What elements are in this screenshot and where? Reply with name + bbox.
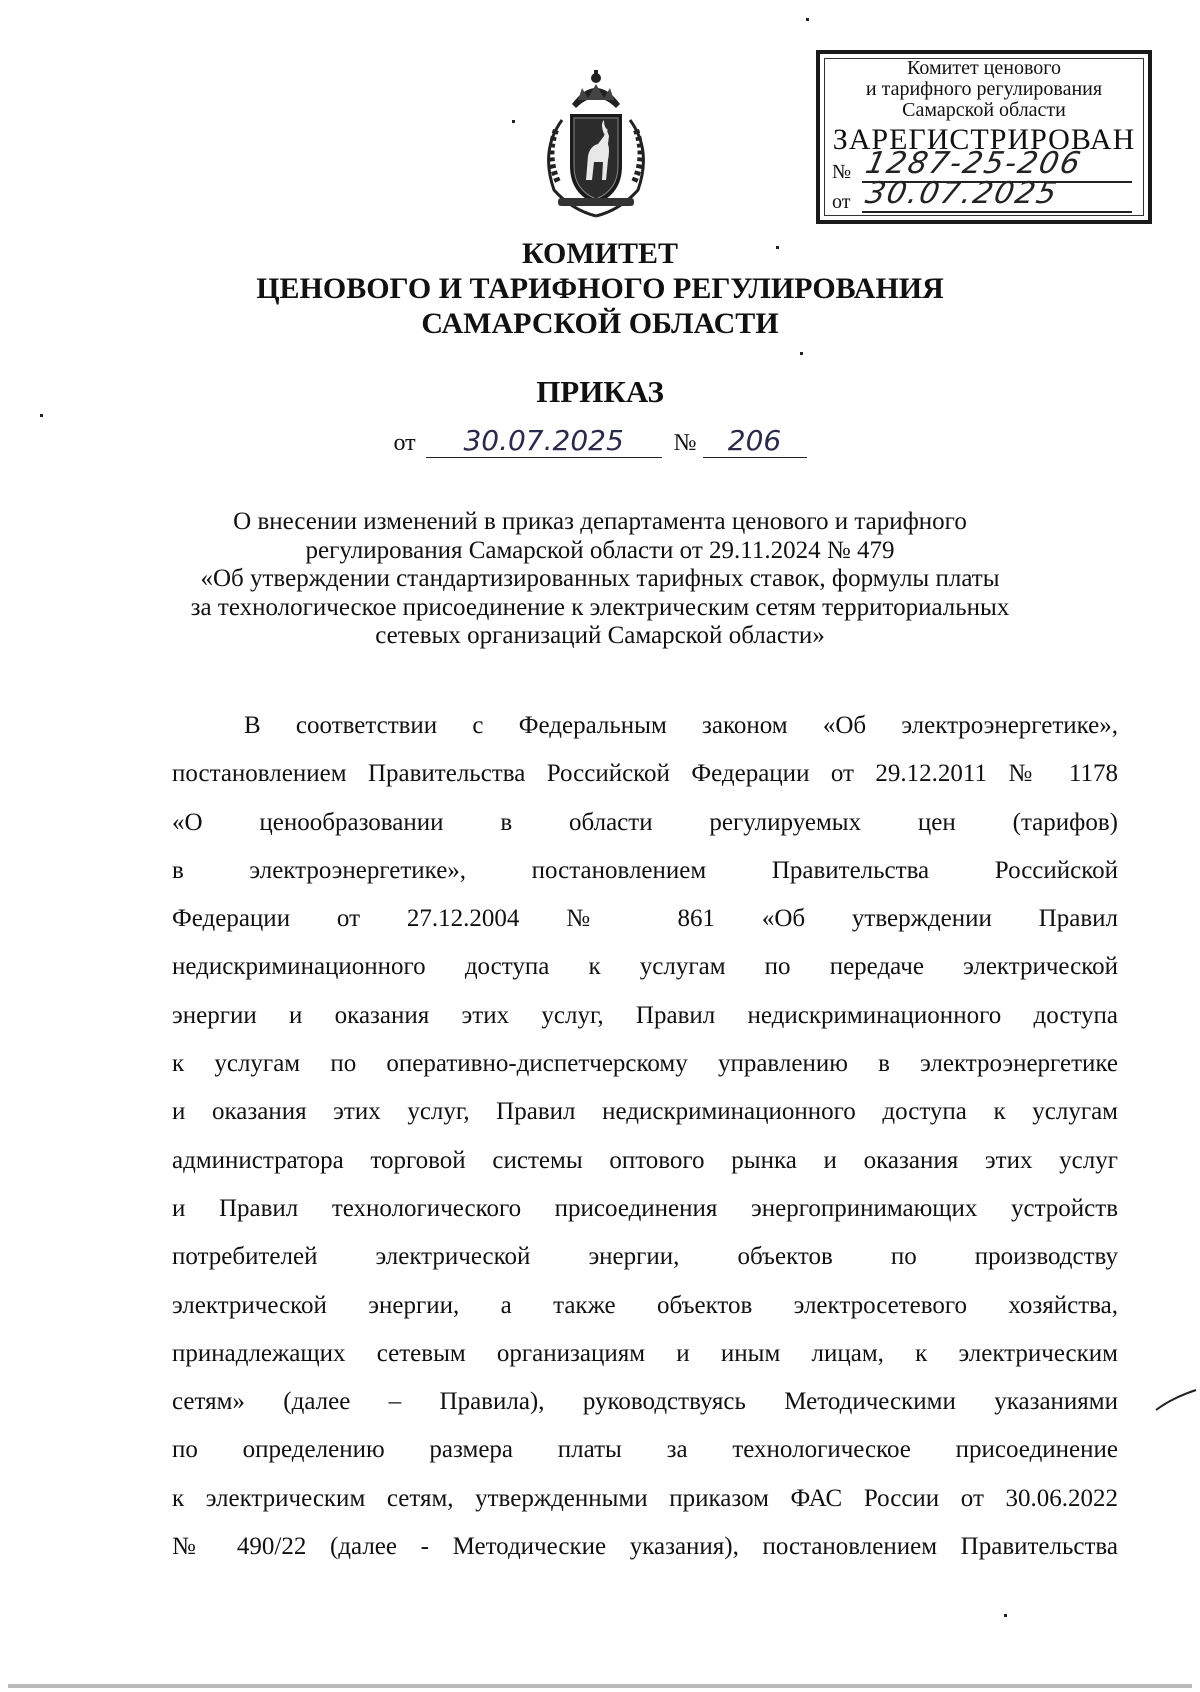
subject-line: О внесении изменений в приказ департамента ценового и тарифного [233, 508, 967, 535]
order-date-label: от [393, 430, 416, 456]
scan-speck [512, 120, 515, 123]
stamp-date-row [832, 176, 1136, 217]
stamp-line-1: Комитет ценового [907, 57, 1061, 79]
order-body [172, 702, 1118, 1571]
scan-speck [40, 414, 43, 417]
subject-line: за технологическое присоединение к электрическим сетям территориальных [190, 593, 1010, 621]
order-number-handwritten: 206 [727, 424, 782, 457]
order-number-field [703, 424, 807, 458]
registration-stamp [816, 50, 1152, 224]
body-line-last: № 490/22 (далее - Методические указания), постановлением Правительства [172, 1533, 1118, 1561]
stamp-line-3: Самарской области [902, 99, 1066, 121]
stamp-number-handwritten: 1287-25-206 [862, 146, 1086, 181]
body-line: электрической энергии, а также объектов электросетевого хозяйства, [172, 1291, 1118, 1319]
body-line: по определению размера платы за технологическое присоединение [172, 1436, 1118, 1464]
body-line-first: В соответствии с Федеральным законом «Об электроэнергетике», [244, 712, 1118, 739]
body-line: принадлежащих сетевым организациям и иным лицам, к электрическим [172, 1339, 1118, 1367]
order-subject [0, 508, 1200, 651]
organization-header [0, 236, 1200, 341]
body-line: потребителей электрической энергии, объектов по производству [172, 1243, 1118, 1271]
body-line: сетям» (далее – Правила), руководствуясь Методическими указаниями [172, 1388, 1118, 1416]
stamp-date-underline [862, 211, 1132, 213]
body-line: «О ценообразовании в области регулируемых цен (тарифов) [172, 808, 1118, 836]
body-line: энергии и оказания этих услуг, Правил недискриминационного доступа [172, 1001, 1118, 1029]
order-date-handwritten: 30.07.2025 [463, 424, 624, 457]
org-line-2: ЦЕНОВОГО И ТАРИФНОГО РЕГУЛИРОВАНИЯ [256, 272, 944, 305]
order-date-field [426, 424, 662, 458]
subject-line: регулирования Самарской области от 29.11.2024 № 479 [305, 536, 895, 564]
body-line: администратора торговой системы оптового рынка и оказания этих услуг [172, 1146, 1118, 1174]
samara-coat-of-arms-icon [532, 70, 660, 220]
scan-speck [1004, 1614, 1007, 1617]
subject-line: сетевых организаций Самарской области» [375, 622, 825, 649]
body-line: к электрическим сетям, утвержденными приказом ФАС России от 30.06.2022 [172, 1484, 1118, 1512]
pen-stroke-mark [1154, 1388, 1198, 1412]
scan-bottom-edge [8, 1684, 1192, 1688]
body-line: Федерации от 27.12.2004 № 861 «Об утверждении Правил [172, 905, 1118, 933]
subject-line: «Об утверждении стандартизированных тарифных ставок, формулы платы [200, 565, 1000, 592]
scan-speck [776, 246, 779, 249]
body-line: постановлением Правительства Российской Федерации от 29.12.2011 № 1178 [172, 760, 1118, 788]
document-type: ПРИКАЗ [536, 374, 664, 409]
body-line: к услугам по оперативно-диспетчерскому управлению в электроэнергетике [172, 1050, 1118, 1078]
stamp-line-2: и тарифного регулирования [865, 78, 1103, 100]
order-number-label: № [673, 430, 697, 456]
scan-speck [800, 352, 803, 355]
stamp-number-label: № [832, 161, 852, 183]
org-line-1: КОМИТЕТ [521, 237, 679, 270]
body-line: и оказания этих услуг, Правил недискриминационного доступа к услугам [172, 1098, 1118, 1126]
body-line: и Правил технологического присоединения энергопринимающих устройств [172, 1194, 1118, 1222]
org-line-3: САМАРСКОЙ ОБЛАСТИ [421, 307, 779, 340]
order-date-number-line [0, 424, 1200, 458]
stamp-date-handwritten: 30.07.2025 [862, 176, 1062, 211]
body-line: недискриминационного доступа к услугам по передаче электрической [172, 953, 1118, 981]
stamp-status: ЗАРЕГИСТРИРОВАН [832, 123, 1136, 156]
body-line: в электроэнергетике», постановлением Правительства Российской [172, 856, 1118, 884]
stamp-date-label: от [832, 191, 851, 213]
scan-speck [806, 18, 809, 21]
